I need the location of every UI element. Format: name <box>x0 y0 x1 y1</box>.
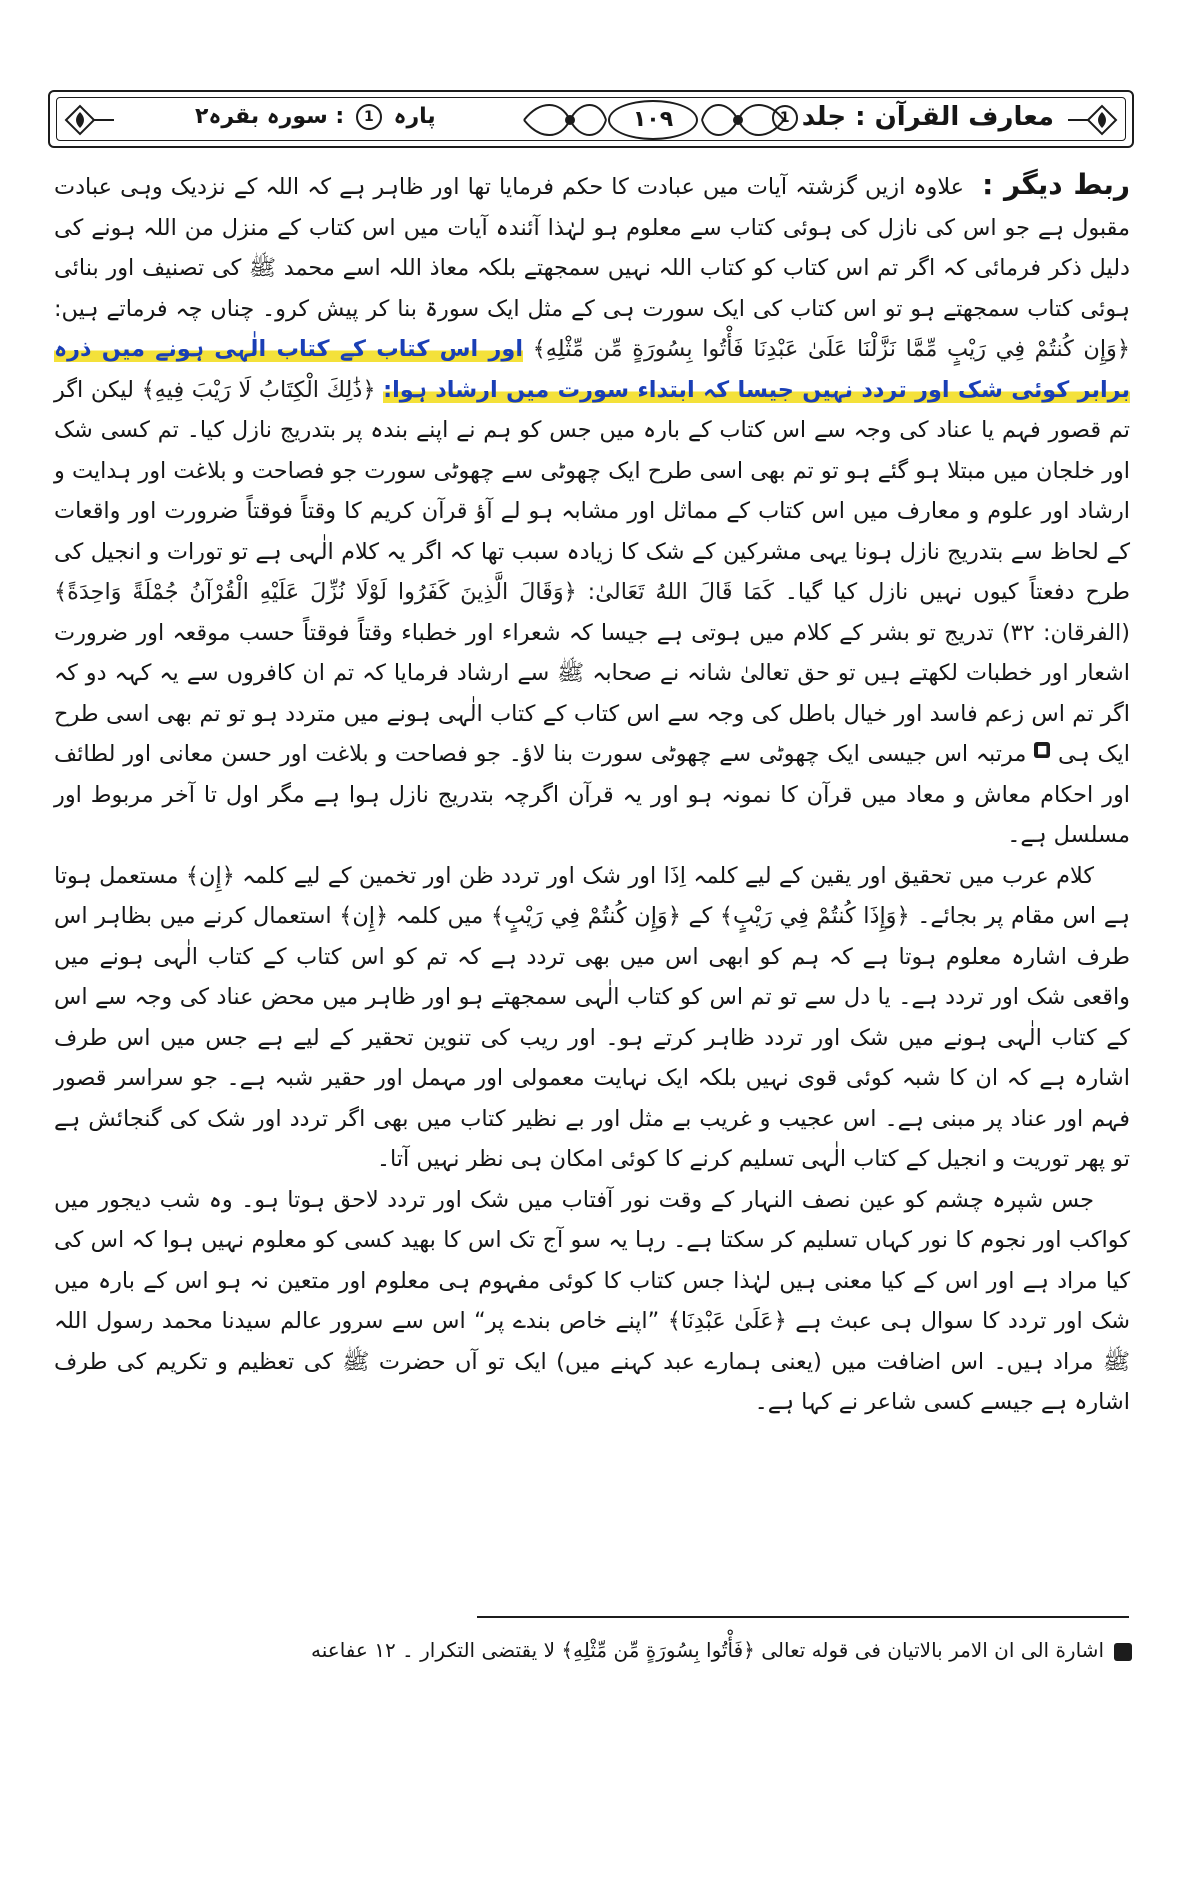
paragraph-1 <box>54 165 1130 856</box>
page-header <box>48 90 1134 148</box>
surah-reference <box>195 104 436 130</box>
para-label: پارہ <box>393 104 436 129</box>
footnote-divider <box>477 1616 1129 1618</box>
footnote <box>62 1632 1132 1668</box>
footnote-badge-icon <box>1114 1643 1132 1661</box>
left-ornament-icon <box>58 98 118 142</box>
book-title <box>768 102 1054 132</box>
center-left-flourish-icon <box>520 96 610 144</box>
quran-verse-3: كَمَا قَالَ اللهُ تَعَالىٰ: ﴿وَقَالَ الَّذِينَ كَفَرُوا لَوْلَا نُزِّلَ عَلَيْهِ الْقُرْآنُ جُمْلَةً وَاحِدَةً﴾ (الفرقان: ٣٢) <box>54 579 1130 646</box>
quran-verse-1: ﴿وَإِن كُنتُمْ فِي رَيْبٍ مِّمَّا نَزَّلْنَا عَلَىٰ عَبْدِنَا فَأْتُوا بِسُورَةٍ مِّن مِّثْلِهِ﴾ <box>532 336 1130 362</box>
footnote-marker-icon: ■ <box>1034 742 1050 758</box>
page-number: ١٠٩ <box>608 100 698 140</box>
surah-label: : سورہ بقرہ٢ <box>195 104 345 129</box>
right-ornament-icon <box>1064 98 1124 142</box>
highlighted-phrase: اور اس کتاب کے کتاب الٰہی ہونے میں ذرہ برابر کوئی شک اور تردد نہیں جیسا کہ ابتداء سورت میں ارشاد ہوا: <box>54 336 1131 403</box>
volume-number: 1 <box>772 105 798 131</box>
paragraph-1e-text: مرتبہ اس جیسی ایک چھوٹی سے چھوٹی سورت بنا لاؤ۔ جو فصاحت و بلاغت اور حسن معانی اور لطائف اور احکام معاش و معاد میں قرآن کا نمونہ ہو اور یہ قرآن اگرچہ بتدریج نازل ہوا ہے مگر اول تا آخر مربوط اور مسلسل ہے۔ <box>54 741 1130 848</box>
paragraph-3: جس شپرہ چشم کو عین نصف النہار کے وقت نور آفتاب میں شک اور تردد لاحق ہوتا ہو۔ وہ شب دیجور میں کواکب اور نجوم کا نور کہاں تسلیم کر سکتا ہے۔ رہا یہ سو آج تک اس کا بھید کسی کو معلوم نہیں ہوا کہ اس کی کیا مراد ہے اور اس کے کیا معنی ہیں لہٰذا جس کتاب کا کوئی مفہوم ہی معلوم اور متعین نہ ہو اس کے بارہ میں شک اور تردد کا سوال ہی عبث ہے ﴿عَلَىٰ عَبْدِنَا﴾ ”اپنے خاص بندے پر“ اس سے سرور عالم سیدنا محمد رسول اللہ ﷺ مراد ہیں۔ اس اضافت میں (یعنی ہمارے عبد کہنے میں) ایک تو آں حضرت ﷺ کی تعظیم و تکریم کی طرف اشارہ ہے جیسے کسی شاعر نے کہا ہے۔ <box>54 1186 1130 1415</box>
book-title-text: معارف القرآن : جلد <box>801 102 1054 132</box>
main-text <box>54 165 1130 1423</box>
paragraph-1d-text: تدریج تو بشر کے کلام میں ہوتی ہے جیسا کہ شعراء اور خطباء وقتاً فوقتاً حسب موقعہ اور ضرورت اشعار اور خطبات لکھتے ہیں تو حق تعالیٰ شانہ نے صحابہ ﷺ سے ارشاد فرمایا کہ تم ان کافروں سے یہ کہہ دو کہ اگر تم اس زعم فاسد اور خیال باطل کی وجہ سے اس کتاب کے کتاب الٰہی ہونے میں متردد ہو تو تم بھی اسی طرح ایک ہی <box>54 619 1130 767</box>
section-heading: ربط دیگر : <box>982 168 1130 201</box>
paragraph-1-text: علاوہ ازیں گزشتہ آیات میں عبادت کا حکم فرمایا تھا اور ظاہر ہے کہ اللہ کے نزدیک وہی عبادت مقبول ہے جو اس کی نازل کی ہوئی کتاب سے معلوم ہو لہٰذا آئندہ آیات میں اس کتاب کے منزل من اللہ ہونے کی دلیل ذکر فرمائی کہ اگر تم اس کتاب کو کتاب اللہ نہیں سمجھتے بلکہ معاذ اللہ اسے محمد ﷺ کی تصنیف اور بنائی ہوئی کتاب سمجھتے ہو تو اس کتاب کی ایک سورت ہی کے مثل ایک سورۃ بنا کر پیش کرو۔ چناں چہ فرماتے ہیں: <box>54 174 1130 322</box>
paragraph-1c-text: لیکن اگر تم قصور فہم یا عناد کی وجہ سے اس کتاب کے بارہ میں جس کو ہم نے اپنے بندہ پر بتدریج نازل کیا۔ تم کسی شک اور خلجان میں مبتلا ہو گئے ہو تو تم بھی اسی طرح ایک چھوٹی سے چھوٹی سورت جو فصاحت و بلاغت اور ہدایت و ارشاد اور علوم و معارف میں اس کتاب کے مماثل اور مشابہ ہو لے آؤ قرآن کریم کا وقتاً فوقتاً ضرورت اور واقعات کے لحاظ سے بتدریج نازل ہونا یہی مشرکین کے شک کا زیادہ سبب تھا کہ اگر یہ کلام الٰہی ہے تو تورات و انجیل کی طرح دفعتاً کیوں نہیں نازل کیا گیا۔ <box>54 376 1130 605</box>
footnote-text: اشارة الی ان الامر بالاتیان فی قوله تعالی ﴿فَأْتُوا بِسُورَةٍ مِّن مِّثْلِهِ﴾ لا یقتضی التکرار ۔ ١٢ عفاعنه <box>311 1638 1104 1662</box>
quran-verse-2: ﴿ذَٰلِكَ الْكِتَابُ لَا رَيْبَ فِيهِ﴾ <box>141 376 376 403</box>
paragraph-2: کلام عرب میں تحقیق اور یقین کے لیے کلمہ اِذَا اور شک اور تردد ظن اور تخمین کے لیے کلمہ ﴿إِن﴾ مستعمل ہوتا ہے اس مقام پر بجائے۔ ﴿وَإِذَا كُنتُمْ فِي رَيْبٍ﴾ کے ﴿وَإِن كُنتُمْ فِي رَيْبٍ﴾ میں کلمہ ﴿إِن﴾ استعمال کرنے میں بظاہر اس طرف اشارہ معلوم ہوتا ہے کہ ہم کو ابھی اس میں بھی تردد ہے کہ تم کو اس کتاب کے کتاب الٰہی ہونے میں واقعی شک اور تردد ہے۔ یا دل سے تو تم اس کو کتاب الٰہی سمجھتے ہو اور ظاہر میں محض عناد کی وجہ سے اس کے کتاب الٰہی ہونے میں شک اور تردد ظاہر کرتے ہو۔ اور ریب کی تنوین تحقیر کے لیے ہے جس میں اس طرف اشارہ ہے کہ ان کا شبہ کوئی قوی نہیں بلکہ ایک نہایت معمولی اور مہمل اور حقیر شبہ ہے۔ جو سراسر قصور فہم اور عناد پر مبنی ہے۔ اس عجیب و غریب بے مثل اور بے نظیر کتاب میں بھی اگر تردد اور شک کی گنجائش ہے تو پھر توریت و انجیل کے کتاب الٰہی تسلیم کرنے کا کوئی امکان ہی نظر نہیں آتا۔ <box>54 862 1130 1172</box>
para-number: 1 <box>356 104 382 130</box>
